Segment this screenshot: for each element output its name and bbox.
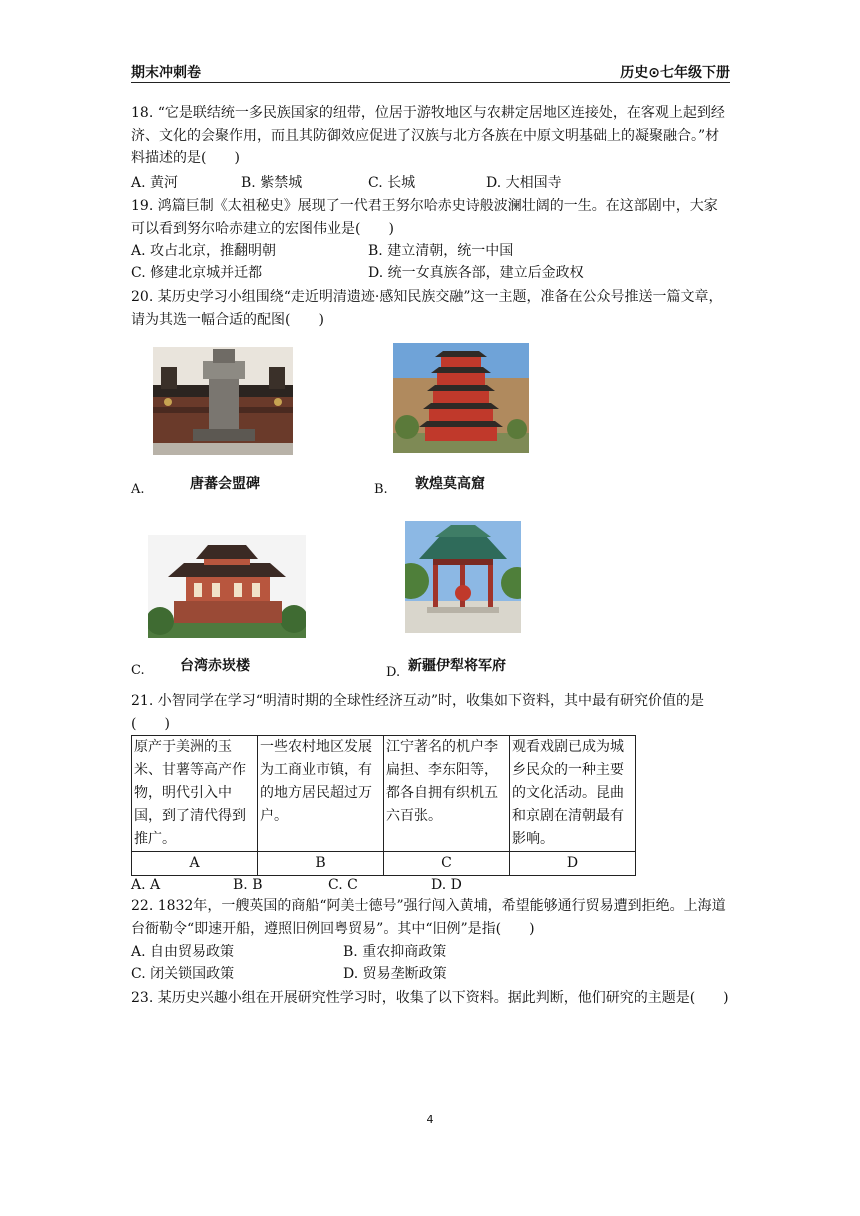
table-cell-c: 江宁著名的机户李扁担、李东阳等，都各自拥有织机五六百张。: [384, 736, 510, 852]
q20-option-c-letter: C.: [131, 663, 145, 678]
table-label-d: D: [510, 852, 636, 876]
question-18-stem: 18. “它是联结统一多民族国家的纽带，位居于游牧地区与农耕定居地区连接处，在客观上起到经济、文化的会聚作用，而且其防御效应促进了汉族与北方各族在中原文明基础上的凝聚融合。”材料描述的是( ): [131, 105, 725, 166]
q18-option-d: D. 大相国寺: [486, 175, 562, 191]
q19-option-c: C. 修建北京城并迁都: [131, 265, 263, 281]
q20-option-d-letter: D.: [386, 665, 401, 680]
table-cell-d: 观看戏剧已成为城乡民众的一种主要的文化活动。昆曲和京剧在清朝最有影响。: [510, 736, 636, 852]
q20-option-a-caption: 唐蕃会盟碑: [190, 476, 260, 492]
q18-option-a: A. 黄河: [131, 175, 179, 191]
header-subject: 历史⊙七年级下册: [620, 65, 730, 81]
q21-option-d: D. D: [431, 877, 462, 893]
table-row: [132, 736, 636, 852]
q19-option-b: B. 建立清朝，统一中国: [368, 243, 514, 259]
question-21-stem: 21. 小智同学在学习“明清时期的全球性经济互动”时，收集如下资料，其中最有研究价值的是( ): [131, 693, 705, 732]
q22-option-c: C. 闭关锁国政策: [131, 966, 235, 982]
q22-option-a: A. 自由贸易政策: [131, 944, 235, 960]
q20-option-b-caption: 敦煌莫高窟: [415, 476, 485, 492]
question-20-stem: 20. 某历史学习小组围绕“走近明清遗迹·感知民族交融”这一主题，准备在公众号推送一篇文章，请为其选一幅合适的配图( ): [131, 289, 723, 328]
page-header: [131, 60, 730, 83]
table-label-c: C: [384, 852, 510, 876]
table-row: [132, 852, 636, 876]
q20-option-b-letter: B.: [374, 482, 388, 497]
question-22-stem: 22. 1832年，一艘英国的商船“阿美士德号”强行闯入黄埔，希望能够通行贸易遭到拒绝。上海道台衙勒令“即速开船，遵照旧例回粤贸易”。其中“旧例”是指( ): [131, 898, 726, 937]
q18-option-c: C. 长城: [368, 175, 416, 191]
q21-option-a: A. A: [131, 877, 161, 893]
table-label-a: A: [132, 852, 258, 876]
q20-option-a-letter: A.: [131, 482, 145, 497]
q22-option-d: D. 贸易垄断政策: [343, 966, 447, 982]
question-19-stem: 19. 鸿篇巨制《太祖秘史》展现了一代君王努尔哈赤史诗般波澜壮阔的一生。在这部剧中，大家可以看到努尔哈赤建立的宏图伟业是( ): [131, 198, 718, 237]
table-cell-a: 原产于美洲的玉米、甘薯等高产作物，明代引入中国，到了清代得到推广。: [132, 736, 258, 852]
q20-option-d-caption: 新疆伊犁将军府: [408, 658, 506, 674]
page-number: 4: [426, 1113, 434, 1126]
q19-option-a: A. 攻占北京，推翻明朝: [131, 243, 277, 259]
header-title: 期末冲刺卷: [131, 65, 201, 81]
q22-option-b: B. 重农抑商政策: [343, 944, 447, 960]
question-23-stem: 23. 某历史兴趣小组在开展研究性学习时，收集了以下资料。据此判断，他们研究的主题是( ): [131, 990, 729, 1006]
table-label-b: B: [258, 852, 384, 876]
q19-option-d: D. 统一女真族各部，建立后金政权: [368, 265, 584, 281]
stele-photo: [153, 347, 293, 455]
tower-photo: [148, 535, 306, 638]
table-cell-b: 一些农村地区发展为工商业市镇，有的地方居民超过万户。: [258, 736, 384, 852]
q20-option-c-caption: 台湾赤崁楼: [180, 658, 250, 674]
q21-material-table: [131, 735, 636, 876]
q18-option-b: B. 紫禁城: [241, 175, 303, 191]
q21-option-b: B. B: [233, 877, 263, 893]
grotto-pagoda-photo: [393, 343, 529, 453]
q21-option-c: C. C: [328, 877, 358, 893]
pavilion-photo: [405, 521, 521, 633]
